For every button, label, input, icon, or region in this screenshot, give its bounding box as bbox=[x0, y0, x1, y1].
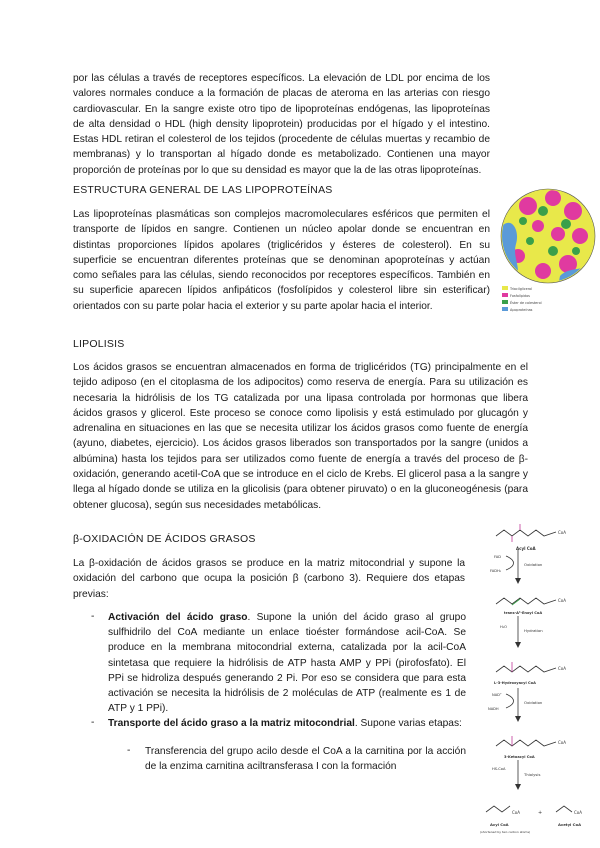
legend-swatch-tg bbox=[502, 286, 508, 290]
enoyl-coa-chain bbox=[496, 598, 556, 604]
lipolysis-paragraph: Los ácidos grasos se encuentran almacenados en forma de triglicéridos (TG) principalmente en el tejido adiposo (en el citoplasma de los adipocitos) como reserva de energía. Para su utilización es necesaria la hidrólisis de los TG catalizada por una lipasa controlada por hormonas que libera ácidos grasos y glicerol. Este proceso se conoce como lipolisis y está estimulado por glucagón y adrenalina en situaciones en las que se necesita utilizar los ácidos grasos como fuente de energía (ayuno, diabetes, ejercicio). Los ácidos grasos liberados son transportados por la sangre (unidos a albúmina) hasta los tejidos para ser utilizados como fuente de energía a través del proceso de β-oxidación, generando acetil-CoA que se introduce en el ciclo de Krebs. El glicerol pasa a la sangre y llega al hígado donde se utiliza en la glicolisis (para obtener piruvato) o en la gluconeogénesis (para obtener glucosa), según sus necesidades metabólicas. bbox=[73, 362, 528, 511]
label-acetyl-coa: Acetyl CoA bbox=[558, 822, 582, 827]
heading-beta-oxidation: β-OXIDACIÓN DE ÁCIDOS GRASOS bbox=[73, 533, 256, 545]
label-nadh: NADH bbox=[488, 707, 499, 711]
label-water: H₂O bbox=[500, 625, 507, 629]
ketoacyl-coa-chain bbox=[496, 740, 556, 746]
label-ketoacyl-coa: 3-Ketoacyl CoA bbox=[504, 755, 535, 759]
label-plus: + bbox=[538, 810, 543, 816]
label-nad: NAD⁺ bbox=[492, 693, 502, 697]
sub-bullet-transfer: Transferencia del grupo acilo desde el CoA a la carnitina por la acción de la enzima carnitina aciltransferasa I con la formación bbox=[145, 746, 466, 773]
bullet-transport-title: Transporte del ácido graso a la matriz mitocondrial bbox=[108, 718, 355, 729]
bullet-transport-text: . Supone varias etapas: bbox=[354, 718, 462, 729]
label-hs-coa: HS-CoA bbox=[492, 767, 506, 771]
label-enoyl-coa: trans-Δ²-Enoyl CoA bbox=[504, 611, 543, 615]
sub-bullet-marker: - bbox=[127, 745, 131, 756]
legend-cholesterol: Éster de colesterol bbox=[510, 301, 542, 305]
structure-paragraph: Las lipoproteínas plasmáticas son complejos macromoleculares esféricos que permiten el transporte de lípidos en sangre. Contienen un núcleo apolar donde se encuentran en distintas proporciones lípidos apolares (triglicéridos y ésteres de colesterol). En su superficie se encuentran diferentes proteínas que se denominan apoproteínas y actúan como señales para las células, siendo reconocidos por receptores específicos. También en su superficie aparecen lípidos anfipáticos (fosfolípidos y colesterol libre sin esterificar) orientados con su parte polar hacia el exterior y su parte apolar hacia el interior. bbox=[73, 209, 490, 312]
label-oxidation-1: Oxidation bbox=[524, 562, 543, 567]
heading-structure: ESTRUCTURA GENERAL DE LAS LIPOPROTEÍNAS bbox=[73, 184, 333, 196]
bullet-activation-text: . Supone la unión del ácido graso al grupo sulfhidrilo del CoA mediante un enlace tioéster formándose acil-CoA. Se produce en la membrana mitocondrial externa, catalizada por la acil-CoA sintetasa que requiere la hidrólisis de ATP hasta AMP y PPi (pirofosfato). El PPi se hidroliza después generando 2 Pi. Por eso se considera que para esta activación se necesita la hidrólisis de 2 moléculas de ATP (realmente es 1 de ATP y 1 PPi). bbox=[108, 612, 466, 715]
bullet-transport bbox=[108, 716, 466, 731]
legend-swatch-apoprotein bbox=[502, 307, 508, 311]
legend-swatch-phospholipid bbox=[502, 293, 508, 297]
intro-paragraph: por las células a través de receptores específicos. La elevación de LDL por encima de los valores normales conduce a la formación de placas de ateroma en las arterias con riesgo cardiovascular. En la sangre existe otro tipo de lipoproteínas endógenas, las lipoproteínas de alta densidad o HDL (high density lipoprotein) producidas por el hígado y el intestino. Estas HDL retiran el colesterol de los tejidos (procedente de células muertas y recambio de membranas) y lo transportan al hígado donde es metabolizado. Contienen una mayor proporción de proteínas por lo que su densidad es mayor que la de las otras lipoproteínas. bbox=[73, 73, 490, 176]
lipoprotein-diagram bbox=[498, 186, 598, 324]
legend-swatch-cholesterol bbox=[502, 300, 508, 304]
shortened-acyl-chain bbox=[486, 806, 510, 812]
label-coa-3: CoA bbox=[558, 666, 566, 671]
label-coa-6: CoA bbox=[574, 810, 582, 815]
acetyl-coa-chain bbox=[556, 806, 572, 812]
label-hydroxyacyl-coa: L-3-Hydroxyacyl CoA bbox=[494, 681, 536, 685]
label-coa-4: CoA bbox=[558, 740, 566, 745]
label-acyl-coa-bottom: Acyl CoA bbox=[490, 822, 509, 827]
bullet-marker-transport: - bbox=[91, 717, 95, 728]
label-coa-1: CoA bbox=[558, 530, 566, 535]
label-fad: FAD bbox=[494, 555, 501, 559]
label-coa-2: CoA bbox=[558, 598, 566, 603]
heading-lipolysis: LIPOLISIS bbox=[73, 338, 125, 350]
legend-phospholipid: Fosfolípidos bbox=[510, 294, 530, 298]
label-thiolysis: Thiolysis bbox=[524, 772, 541, 777]
legend-tg: Triacilglicerol bbox=[510, 287, 533, 291]
label-fadh2: FADH₂ bbox=[490, 569, 502, 573]
bullet-activation-title: Activación del ácido graso bbox=[108, 612, 248, 623]
label-oxidation-2: Oxidation bbox=[524, 700, 543, 705]
bullet-activation bbox=[108, 610, 466, 716]
label-shortened-note: (shortened by two carbon atoms) bbox=[480, 830, 531, 834]
bullet-marker-activation: - bbox=[91, 611, 95, 622]
acyl-coa-chain bbox=[496, 530, 556, 536]
beta-oxidation-diagram bbox=[478, 520, 596, 848]
beta-intro-paragraph: La β-oxidación de ácidos grasos se produce en la matriz mitocondrial y supone la oxidación del carbono que ocupa la posición β (carbono 3). Requiere dos etapas previas: bbox=[73, 558, 465, 600]
label-acyl-coa: Acyl CoA bbox=[516, 546, 536, 551]
label-coa-5: CoA bbox=[512, 810, 520, 815]
legend-apoprotein: Apoproteínas bbox=[510, 308, 533, 312]
hydroxyacyl-coa-chain bbox=[496, 666, 556, 672]
label-hydration: Hydration bbox=[524, 628, 543, 633]
